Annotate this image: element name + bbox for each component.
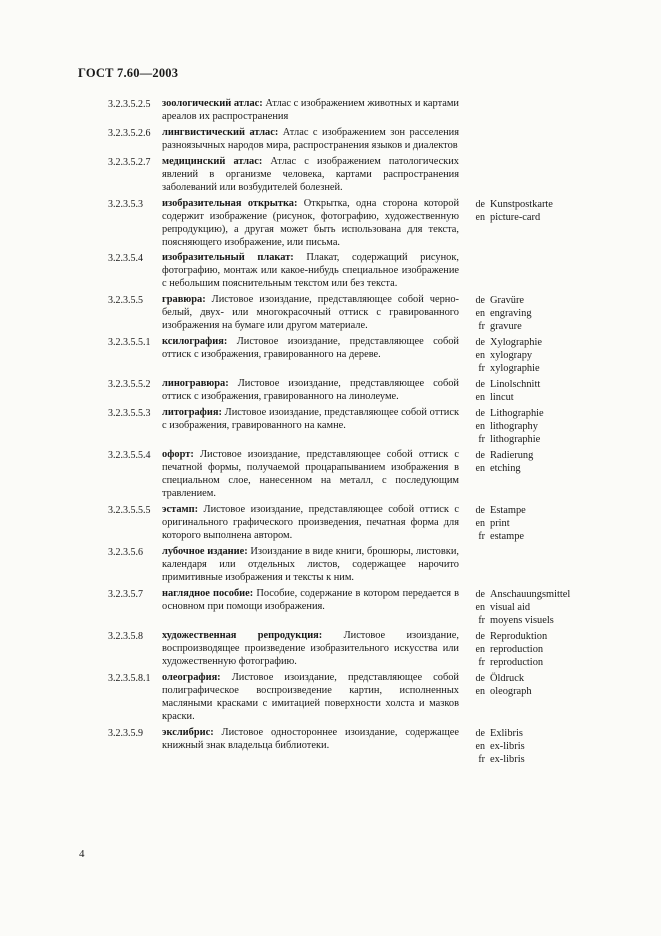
term-number: 3.2.3.5.5.3 xyxy=(108,408,151,420)
term-entry xyxy=(108,378,578,404)
term-number: 3.2.3.5.9 xyxy=(108,727,143,739)
foreign-equivalent: Reproduktion xyxy=(490,631,548,643)
definition-text: Плакат, содержащий рисунок, фотографию, монтаж или какое-нибудь специальное изображение с небольшим пояснительным текстом или без текста. xyxy=(162,252,460,290)
language-code: de xyxy=(475,505,485,517)
language-code: de xyxy=(475,379,485,391)
foreign-equivalents xyxy=(490,449,586,475)
language-code: en xyxy=(475,392,485,404)
language-code: fr xyxy=(478,531,485,543)
definition-text: Изоиздание в виде книги, брошюры, листовки, календаря или отдельных листов, содержащее нарочито примитивные изображения и тексты к ним. xyxy=(162,546,459,584)
language-code: en xyxy=(475,211,485,223)
definition-text: Атлас с изображением патологических явлений в организме человека, картами распространения заболеваний или возбудителей болезней. xyxy=(162,155,459,193)
term-name: художественная репродукция: xyxy=(162,630,323,642)
term-number: 3.2.3.5.5.1 xyxy=(108,337,151,349)
term-name: экслибрис: xyxy=(162,726,214,738)
term-number: 3.2.3.5.5.5 xyxy=(108,505,151,517)
language-code: en xyxy=(475,421,485,433)
term-name: зоологический атлас: xyxy=(162,98,263,109)
foreign-equivalent: moyens visuels xyxy=(490,615,554,627)
term-definition xyxy=(162,504,459,543)
language-codes xyxy=(467,504,485,543)
term-name: изобразительная открытка: xyxy=(162,197,298,209)
term-definition xyxy=(162,588,459,614)
definition-text: Листовое изоиздание, представляющее собой полиграфическое воспроизведение картин, исполненных масляными красками с имитацией поверхности холста и мазков краски. xyxy=(162,672,459,722)
foreign-equivalent: ex-libris xyxy=(490,740,525,752)
term-definition xyxy=(162,630,459,669)
definition-text: Открытка, одна сторона которой содержит изображение (рисунок, фотографию, художественную репродукцию), а другая может быть использована для текста, поясняющего изображение, или письма. xyxy=(162,197,459,248)
term-name: медицинский атлас: xyxy=(162,155,263,167)
language-codes xyxy=(467,449,485,475)
language-code: en xyxy=(475,308,485,320)
term-definition xyxy=(162,336,459,362)
term-name: олеография: xyxy=(162,672,221,684)
language-code: de xyxy=(475,673,485,685)
term-entry xyxy=(108,407,578,446)
term-name: лингвистический атлас: xyxy=(162,126,279,138)
foreign-equivalent: Estampe xyxy=(490,505,526,517)
language-code: de xyxy=(475,337,485,349)
term-entry xyxy=(108,198,578,250)
language-code: fr xyxy=(478,615,485,627)
foreign-equivalent: etching xyxy=(490,463,521,475)
term-entry xyxy=(108,98,578,124)
foreign-equivalents xyxy=(490,336,586,375)
foreign-equivalent: Anschauungsmittel xyxy=(490,589,571,601)
term-list xyxy=(108,98,578,769)
foreign-equivalent: print xyxy=(490,518,510,530)
foreign-equivalent: Linolschnitt xyxy=(490,379,541,391)
foreign-equivalent: Gravüre xyxy=(490,295,525,307)
term-entry xyxy=(108,588,578,627)
language-code: en xyxy=(475,518,485,530)
foreign-equivalent: Xylographie xyxy=(490,337,542,349)
term-name: эстамп: xyxy=(162,504,199,516)
language-code: fr xyxy=(478,753,485,765)
term-number: 3.2.3.5.7 xyxy=(108,589,143,601)
foreign-equivalent: xylograpy xyxy=(490,350,533,362)
language-code: de xyxy=(475,408,485,420)
language-code: fr xyxy=(478,321,485,333)
language-codes xyxy=(467,407,485,446)
language-code: en xyxy=(475,740,485,752)
language-code: fr xyxy=(478,434,485,446)
language-codes xyxy=(467,630,485,669)
term-number: 3.2.3.5.5.2 xyxy=(108,379,151,391)
foreign-equivalent: reproduction xyxy=(490,657,544,669)
definition-text: Листовое изоиздание, представляющее собой оттиск с печатной формы, получаемой процарапыванием изображения в специальном слое, нанесенном на металл, с последующим травлением. xyxy=(162,449,459,500)
language-codes xyxy=(467,378,485,404)
definition-text: Листовое изоиздание, воспроизводящее произведение изобразительного искусства или художественную фотографию. xyxy=(162,630,459,667)
term-entry xyxy=(108,127,578,153)
term-number: 3.2.3.5.6 xyxy=(108,547,143,559)
term-entry xyxy=(108,727,578,766)
language-code: de xyxy=(475,295,485,307)
term-name: офорт: xyxy=(162,449,194,461)
foreign-equivalent: Exlibris xyxy=(490,727,523,739)
language-code: en xyxy=(475,350,485,362)
term-number: 3.2.3.5.8 xyxy=(108,631,143,643)
term-number: 3.2.3.5.5.4 xyxy=(108,450,151,462)
foreign-equivalent: visual aid xyxy=(490,602,531,614)
foreign-equivalent: engraving xyxy=(490,308,532,320)
language-code: de xyxy=(475,727,485,739)
term-name: изобразительный плакат: xyxy=(162,252,294,264)
term-name: лубочное издание: xyxy=(162,546,248,558)
definition-text: Листовое изоиздание, представляющее собой оттиск с изображения, гравированного на линолеуме. xyxy=(162,378,459,403)
definition-text: Атлас с изображением зон расселения разноязычных народов мира, распространения языков и диалектов xyxy=(162,126,459,151)
term-definition xyxy=(162,252,459,291)
term-number: 3.2.3.5.2.6 xyxy=(108,127,151,139)
foreign-equivalent: gravure xyxy=(490,321,522,333)
definition-text: Листовое изоиздание, представляющее собой черно-белый, двух- или многокрасочный оттиск с гравированного изображения на бумаге или другом материале. xyxy=(162,294,459,332)
term-number: 3.2.3.5.2.7 xyxy=(108,156,151,168)
foreign-equivalent: lithography xyxy=(490,421,538,433)
language-code: en xyxy=(475,644,485,656)
language-code: de xyxy=(475,198,485,210)
foreign-equivalents xyxy=(490,294,586,333)
foreign-equivalent: picture-card xyxy=(490,211,541,223)
language-code: en xyxy=(475,463,485,475)
language-code: de xyxy=(475,450,485,462)
foreign-equivalents xyxy=(490,672,586,698)
term-definition xyxy=(162,294,459,333)
language-codes xyxy=(467,294,485,333)
term-name: гравюра: xyxy=(162,294,206,306)
definition-text: Листовое одностороннее изоиздание, содержащее книжный знак владельца библиотеки. xyxy=(162,726,459,751)
page-number: 4 xyxy=(79,848,85,860)
language-codes xyxy=(467,198,485,224)
foreign-equivalent: ex-libris xyxy=(490,753,525,765)
definition-text: Листовое изоиздание, представляющее собой оттиск с оригинального графического произведения, печатная форма для которого выполнена автором. xyxy=(162,504,459,542)
definition-text: Пособие, содержание в котором передается в основном при помощи изображения. xyxy=(162,588,460,612)
foreign-equivalents xyxy=(490,727,586,766)
foreign-equivalent: lithographie xyxy=(490,434,541,446)
document-title: ГОСТ 7.60—2003 xyxy=(78,66,179,80)
foreign-equivalents xyxy=(490,378,586,404)
term-entry xyxy=(108,252,578,291)
foreign-equivalent: Radierung xyxy=(490,450,534,462)
language-codes xyxy=(467,727,485,766)
term-definition xyxy=(162,378,459,404)
term-number: 3.2.3.5.5 xyxy=(108,295,143,307)
term-definition xyxy=(162,198,459,250)
term-definition xyxy=(162,546,459,585)
definition-text: Листовое изоиздание, представляющее собой оттиск с изображения, гравированного на камне. xyxy=(162,407,459,432)
foreign-equivalent: reproduction xyxy=(490,644,544,656)
language-code: de xyxy=(475,631,485,643)
foreign-equivalent: xylographie xyxy=(490,363,540,375)
term-definition xyxy=(162,98,459,124)
term-definition xyxy=(162,127,459,153)
term-definition xyxy=(162,407,459,433)
foreign-equivalents xyxy=(490,588,586,627)
foreign-equivalent: estampe xyxy=(490,531,525,543)
term-entry xyxy=(108,504,578,543)
foreign-equivalent: Kunstpostkarte xyxy=(490,198,553,210)
term-number: 3.2.3.5.3 xyxy=(108,198,143,210)
term-name: линогравюра: xyxy=(162,378,229,390)
foreign-equivalent: oleograph xyxy=(490,686,532,698)
term-number: 3.2.3.5.4 xyxy=(108,253,143,265)
language-code: fr xyxy=(478,657,485,669)
foreign-equivalents xyxy=(490,407,586,446)
foreign-equivalents xyxy=(490,504,586,543)
term-name: литография: xyxy=(162,407,222,419)
language-codes xyxy=(467,336,485,375)
foreign-equivalent: Lithographie xyxy=(490,408,544,420)
term-name: ксилография: xyxy=(162,336,228,348)
term-name: наглядное пособие: xyxy=(162,588,254,600)
language-codes xyxy=(467,588,485,627)
language-code: en xyxy=(475,686,485,698)
term-entry xyxy=(108,546,578,585)
language-codes xyxy=(467,672,485,698)
language-code: de xyxy=(475,589,485,601)
foreign-equivalents xyxy=(490,198,586,224)
term-entry xyxy=(108,156,578,195)
term-number: 3.2.3.5.2.5 xyxy=(108,99,151,110)
language-code: fr xyxy=(478,363,485,375)
foreign-equivalent: Öldruck xyxy=(490,673,525,685)
term-number: 3.2.3.5.8.1 xyxy=(108,673,151,685)
term-definition xyxy=(162,727,459,753)
foreign-equivalents xyxy=(490,630,586,669)
foreign-equivalent: lincut xyxy=(490,392,514,404)
term-definition xyxy=(162,449,459,501)
language-code: en xyxy=(475,602,485,614)
term-definition xyxy=(162,672,459,724)
definition-text: Атлас с изображением животных и картами ареалов их распространения xyxy=(162,98,459,122)
term-entry xyxy=(108,294,578,333)
term-definition xyxy=(162,156,459,195)
term-entry xyxy=(108,630,578,669)
term-entry xyxy=(108,672,578,724)
term-entry xyxy=(108,449,578,501)
term-entry xyxy=(108,336,578,375)
definition-text: Листовое изоиздание, представляющее собой оттиск с изображения, гравированного на дереве. xyxy=(162,336,459,361)
